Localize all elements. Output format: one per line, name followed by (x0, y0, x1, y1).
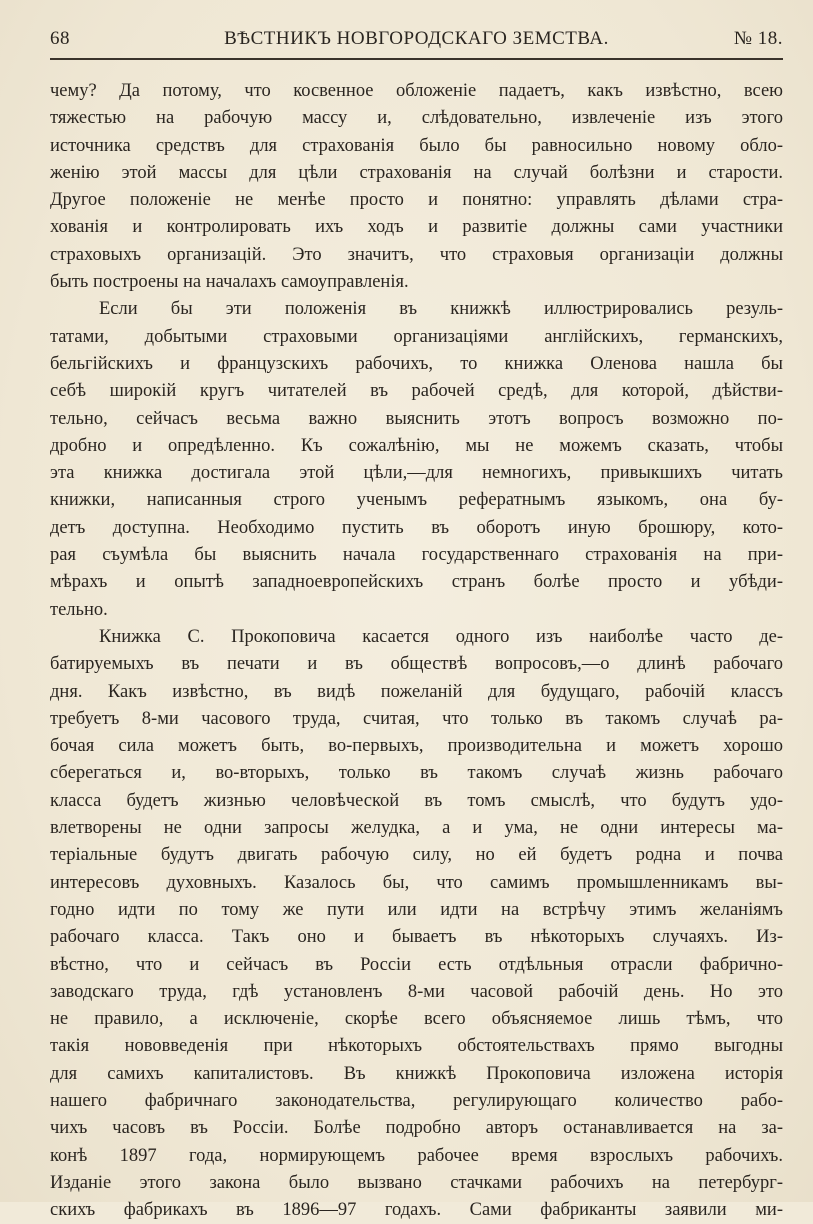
text-line: рая съумѣла бы выяснить начала государственнаго страхованія на при- (50, 545, 783, 566)
text-line: книжки, написанныя строго ученымъ рефератнымъ языкомъ, она бу- (50, 490, 783, 511)
text-line: требуетъ 8-ми часового труда, считая, что только въ такомъ случаѣ ра- (50, 708, 783, 729)
text-line: класса будетъ жизнью человѣческой въ томъ смыслѣ, что будутъ удо- (50, 790, 783, 811)
text-line: вѣстно, что и сейчасъ въ Россіи есть отдѣльныя отрасли фабрично- (50, 954, 783, 975)
page-number: 68 (50, 28, 70, 49)
text-line: Если бы эти положенія въ книжкѣ иллюстрировались резуль- (99, 299, 783, 320)
text-line: мѣрахъ и опытѣ западноевропейскихъ странъ болѣе просто и убѣди- (50, 572, 783, 593)
text-line: детъ доступна. Необходимо пустить въ оборотъ иную брошюру, кото- (50, 517, 783, 538)
text-line: хованія и контролировать ихъ ходъ и развитіе должны сами участники (50, 217, 783, 238)
text-line: Изданіе этого закона было вызвано стачками рабочихъ на петербург- (50, 1172, 783, 1193)
text-line: теріальные будутъ двигать рабочую силу, но ей будетъ родна и почва (50, 845, 783, 866)
text-line: тельно, сейчасъ весьма важно выяснить этотъ вопросъ возможно по- (50, 408, 783, 429)
text-line: такія нововведенія при нѣкоторыхъ обстоятельствахъ прямо выгодны (50, 1036, 783, 1057)
text-line: батируемыхъ въ печати и въ обществѣ вопросовъ,—о длинѣ рабочаго (50, 654, 783, 675)
text-line: тяжестью на рабочую массу и, слѣдовательно, извлеченіе изъ этого (50, 108, 783, 129)
text-line: не правило, а исключеніе, скорѣе всего объясняемое лишь тѣмъ, что (50, 1009, 783, 1030)
text-line: эта книжка достигала этой цѣли,—для немногихъ, привыкшихъ читать (50, 463, 783, 484)
running-head (50, 26, 783, 60)
text-line: Другое положеніе не менѣе просто и понятно: управлять дѣлами стра- (50, 190, 783, 211)
text-line: Книжка С. Прокоповича касается одного изъ наиболѣе часто де- (99, 626, 783, 647)
text-line: скихъ фабрикахъ въ 1896—97 годахъ. Сами фабриканты заявили ми- (50, 1200, 783, 1221)
text-line: женію этой массы для цѣли страхованія на случай болѣзни и старости. (50, 162, 783, 183)
text-line: дня. Какъ извѣстно, въ видѣ пожеланій для будущаго, рабочій классъ (50, 681, 783, 702)
text-line: источника средствъ для страхованія было бы равносильно новому обло- (50, 135, 783, 156)
text-line: нашего фабричнаго законодательства, регулирующаго количество рабо- (50, 1090, 783, 1111)
text-line: дробно и опредѣленно. Къ сожалѣнію, мы не можемъ сказать, чтобы (50, 435, 783, 456)
text-line: чему? Да потому, что косвенное обложеніе падаетъ, какъ извѣстно, всею (50, 81, 783, 101)
text-line: татами, добытыми страховыми организаціями англійскихъ, германскихъ, (50, 326, 783, 347)
text-line: сберегаться и, во-вторыхъ, только въ такомъ случаѣ жизнь рабочаго (50, 763, 783, 784)
text-line: влетворены не одни запросы желудка, а и ума, не одни интересы ма- (50, 818, 783, 839)
text-line: себѣ широкій кругъ читателей въ рабочей средѣ, для которой, дѣйстви- (50, 381, 783, 402)
text-line: заводскаго труда, гдѣ установленъ 8-ми часовой рабочій день. Но это (50, 981, 783, 1002)
text-line: страховыхъ организацій. Это значитъ, что страховыя организаціи должны (50, 244, 783, 265)
text-line: интересовъ духовныхъ. Казалось бы, что самимъ промышленникамъ вы- (50, 872, 783, 893)
text-line: тельно. (50, 599, 108, 620)
text-line: быть построены на началахъ самоуправленія. (50, 272, 409, 293)
text-line: чихъ часовъ въ Россіи. Болѣе подробно авторъ останавливается на за- (50, 1118, 783, 1139)
article-text (50, 78, 783, 1224)
text-line: бочая сила можетъ быть, во-первыхъ, производительна и можетъ хорошо (50, 736, 783, 757)
text-line: для самихъ капиталистовъ. Въ книжкѣ Прокоповича изложена исторія (50, 1063, 783, 1084)
issue-number: № 18. (733, 28, 783, 49)
text-line: конѣ 1897 года, нормирующемъ рабочее время взрослыхъ рабочихъ. (50, 1145, 783, 1166)
journal-title: ВѢСТНИКЪ НОВГОРОДСКАГО ЗЕМСТВА. (224, 28, 609, 49)
text-line: бельгійскихъ и французскихъ рабочихъ, то книжка Оленова нашла бы (50, 353, 783, 374)
text-line: рабочаго класса. Такъ оно и бываетъ въ нѣкоторыхъ случаяхъ. Из- (50, 927, 783, 948)
text-line: годно идти по тому же пути или идти на встрѣчу этимъ желаніямъ (50, 899, 783, 920)
